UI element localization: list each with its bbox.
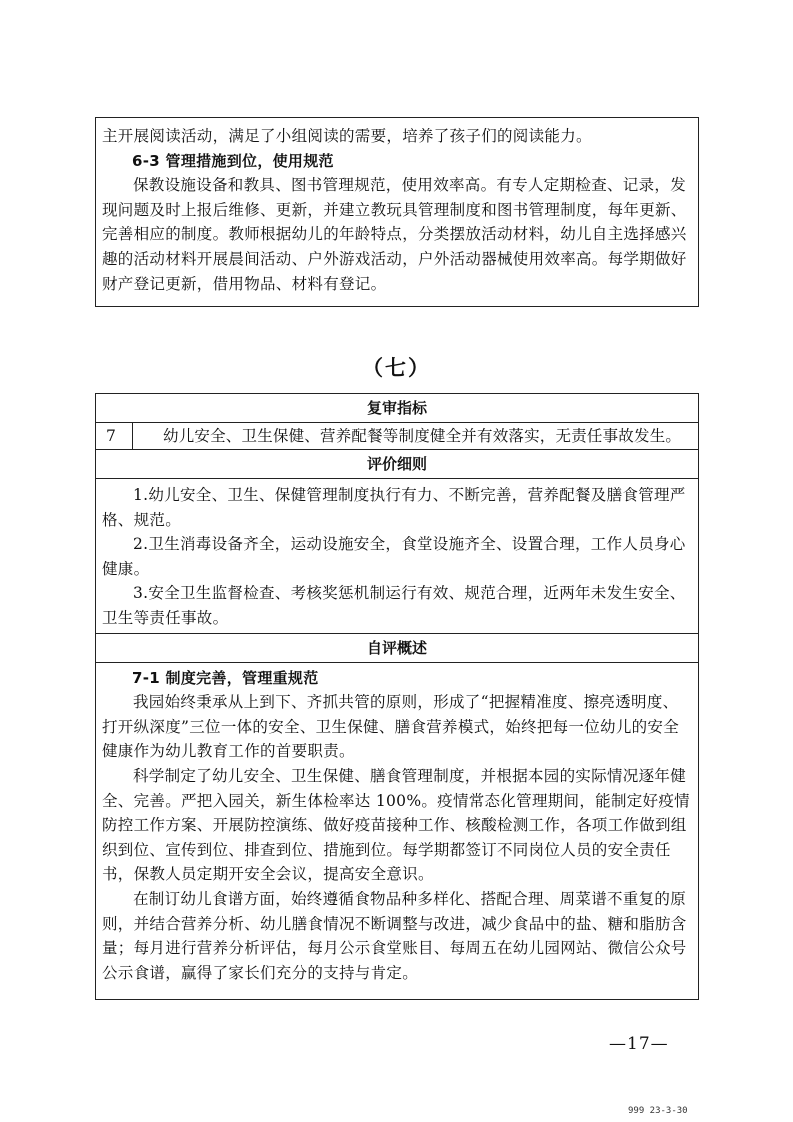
subsection-heading-6-3: 6-3 管理措施到位，使用规范 <box>132 151 334 170</box>
criteria-item: 1.幼儿安全、卫生、保健管理制度执行有力、不断完善，营养配餐及膳食管理严格、规范。 <box>102 486 686 529</box>
indicator-number: 7 <box>96 423 133 449</box>
paragraph-6-3: 保教设施设备和教具、图书管理规范，使用效率高。有专人定期检查、记录，发现问题及时上报后维修、更新，并建立教玩具管理制度和图书管理制度，每年更新、完善相应的制度。教师根据幼儿的年龄特点，分类摆放活动材料，幼儿自主选择感兴趣的活动材料开展晨间活动、户外游戏活动，户外活动器械使用效率高。每学期做好财产登记更新，借用物品、材料有登记。 <box>102 176 687 293</box>
criteria-item: 3.安全卫生监督检查、考核奖惩机制运行有效、规范合理，近两年未发生安全、卫生等责任事故。 <box>102 584 686 627</box>
indicator-header: 复审指标 <box>96 394 698 423</box>
self-eval-paragraph: 在制订幼儿食谱方面，始终遵循食物品种多样化、搭配合理、周菜谱不重复的原则，并结合营养分析、幼儿膳食情况不断调整与改进，减少食品中的盐、糖和脂肪含量；每月进行营养分析评估，每月公示食堂账目、每周五在幼儿园网站、微信公众号公示食谱，赢得了家长们充分的支持与肯定。 <box>102 889 687 982</box>
self-eval-paragraph: 我园始终秉承从上到下、齐抓共管的原则，形成了“把握精准度、擦亮透明度、打开纵深度”三位一体的安全、卫生保健、膳食营养模式，始终把每一位幼儿的安全健康作为幼儿教育工作的首要职责。 <box>102 693 680 761</box>
criteria-item: 2.卫生消毒设备齐全，运动设施安全，食堂设施齐全、设置合理，工作人员身心健康。 <box>102 535 686 578</box>
indicator-text: 幼儿安全、卫生保健、营养配餐等制度健全并有效落实，无责任事故发生。 <box>163 427 682 445</box>
review-table <box>95 393 699 1000</box>
criteria-cell <box>96 479 698 634</box>
footer-code: 999 23-3-30 <box>628 1106 688 1116</box>
continuation-text: 主开展阅读活动，满足了小组阅读的需要，培养了孩子们的阅读能力。 <box>102 127 592 145</box>
indicator-row <box>96 423 698 450</box>
self-eval-paragraph: 科学制定了幼儿安全、卫生保健、膳食管理制度，并根据本园的实际情况逐年健全、完善。严把入园关，新生体检率达 100%。疫情常态化管理期间，能制定好疫情防控工作方案、开展防控演练、做好疫苗接种工作、核酸检测工作，各项工作做到组织到位、宣传到位、排查到位、措施到位。每学期都签订不同岗位人员的安全责任书，保教人员定期开安全会议，提高安全意识。 <box>102 766 690 884</box>
page-number: —17— <box>609 1034 669 1054</box>
self-eval-cell <box>96 663 698 988</box>
continuation-box <box>95 117 699 307</box>
self-eval-header: 自评概述 <box>96 634 698 663</box>
subsection-heading-7-1: 7-1 制度完善，管理重规范 <box>132 668 319 687</box>
criteria-header: 评价细则 <box>96 450 698 479</box>
section-title: （七） <box>362 355 431 380</box>
